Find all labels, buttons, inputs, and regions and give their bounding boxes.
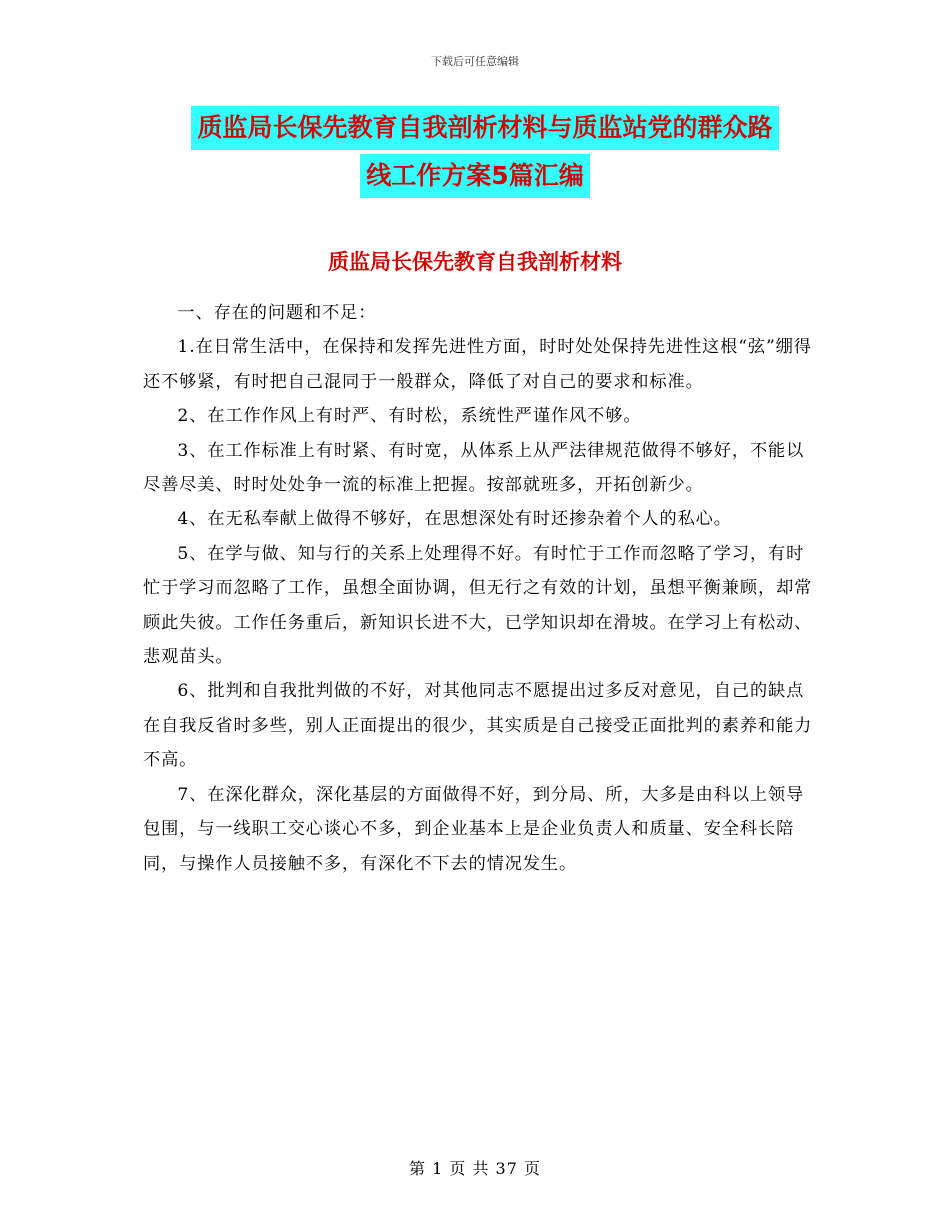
paragraph: 1.在日常生活中，在保持和发挥先进性方面，时时处处保持先进性这根“弦”绷得还不够紧，有时把自己混同于一般群众，降低了对自己的要求和标准。 — [143, 337, 812, 392]
paragraph: 一、存在的问题和不足： — [177, 303, 377, 323]
document-title — [0, 106, 950, 198]
paragraph: 4、在无私奉献上做得不够好，在思想深处有时还掺杂着个人的私心。 — [177, 509, 732, 530]
page-footer: 第 1 页 共 37 页 — [409, 1159, 541, 1178]
document-body — [143, 296, 815, 881]
paragraph: 3、在工作标准上有时紧、有时宽，从体系上从严法律规范做得不够好，不能以尽善尽美、时时处处争一流的标准上把握。按部就班多，开拓创新少。 — [143, 440, 805, 496]
paragraph: 6、批判和自我批判做的不好，对其他同志不愿提出过多反对意见，自己的缺点在自我反省时多些，别人正面提出的很少，其实质是自己接受正面批判的素养和能力不高。 — [143, 681, 813, 771]
section-title: 质监局长保先教育自我剖析材料 — [328, 250, 622, 274]
title-line-1: 质监局长保先教育自我剖析材料与质监站党的群众路 — [191, 106, 778, 150]
paragraph: 5、在学与做、知与行的关系上处理得不好。有时忙于工作而忽略了学习，有时忙于学习而忽略了工作，虽想全面协调，但无行之有效的计划，虽想平衡兼顾，却常顾此失彼。工作任务重后，新知识长进不大，已学知识却在滑坡。在学习上有松动、悲观苗头。 — [143, 543, 813, 668]
header-note: 下载后可任意编辑 — [431, 55, 519, 68]
paragraph: 2、在工作作风上有时严、有时松，系统性严谨作风不够。 — [177, 406, 642, 427]
paragraph: 7、在深化群众，深化基层的方面做得不好，到分局、所，大多是由科以上领导包围，与一线职工交心谈心不多，到企业基本上是企业负责人和质量、安全科长陪同，与操作人员接触不多，有深化不下去的情况发生。 — [143, 784, 805, 874]
title-line-2: 线工作方案5篇汇编 — [360, 154, 589, 198]
